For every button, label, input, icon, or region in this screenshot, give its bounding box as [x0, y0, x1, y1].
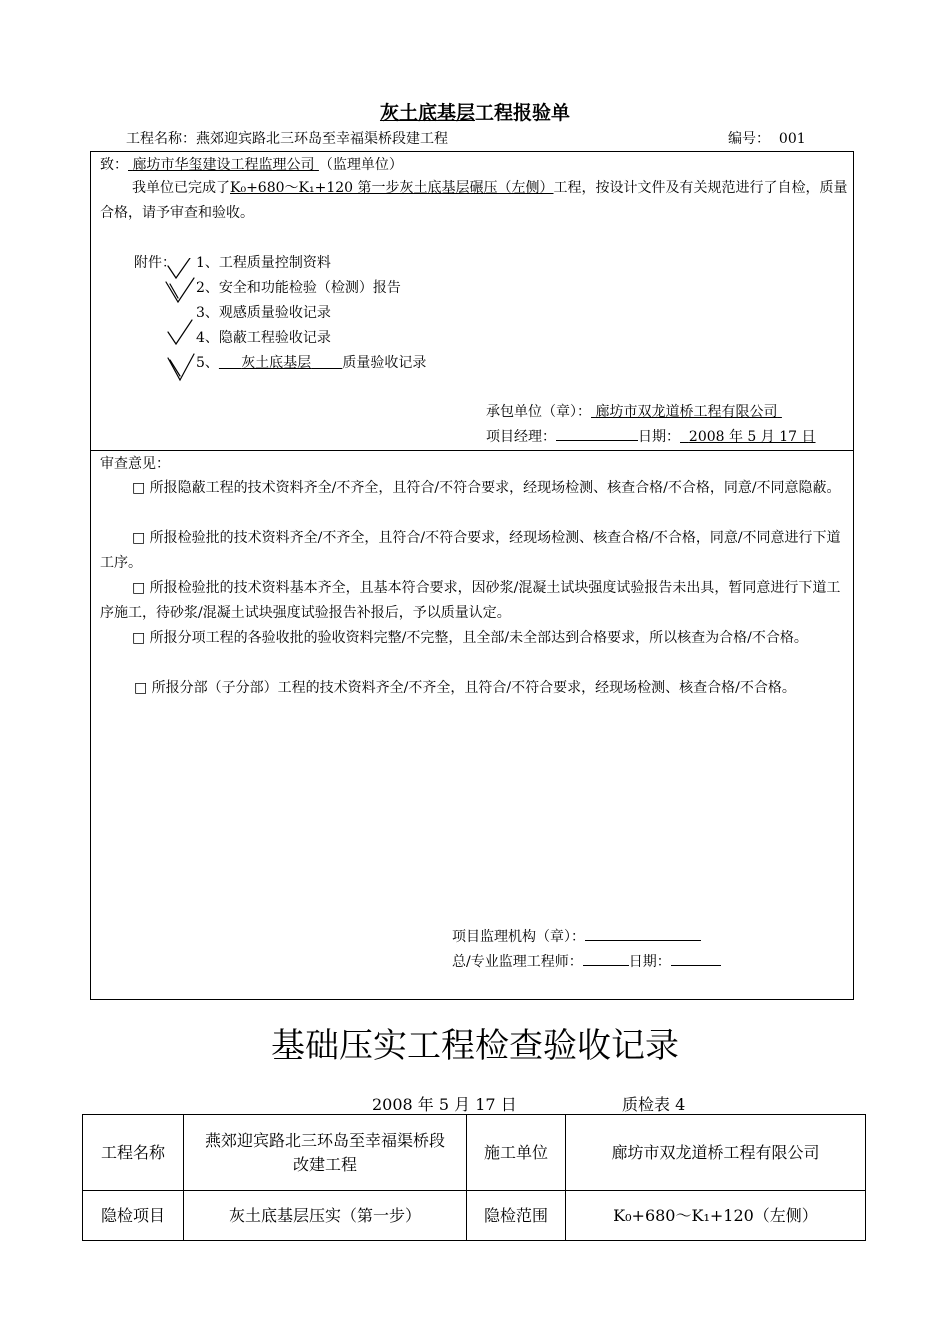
attachment-item: 4、隐蔽工程验收记录 [196, 330, 331, 346]
record-title: 基础压实工程检查验收记录 [271, 1026, 679, 1066]
record-date: 2008 年 5 月 17 日 [372, 1095, 517, 1114]
attachment-item-5: 5、 灰土底基层 质量验收记录 [196, 355, 427, 371]
supervisor-suffix: （监理单位） [318, 157, 403, 173]
inspection-range-cell: K₀+680～K₁+120（左侧） [566, 1191, 866, 1241]
supervision-org-line [452, 926, 701, 946]
review-option: □ 所报检验批的技术资料基本齐全，且基本符合要求，因砂浆/混凝土试块强度试验报告未出具，暂同意进行下道工序施工，待砂浆/混凝土试块强度试验报告补报后，予以质量认定。 [100, 580, 841, 621]
engineer-signature-blank [583, 951, 629, 966]
table-row [83, 1191, 866, 1241]
supervisor-company: 廊坊市华玺建设工程监理公司 [132, 157, 315, 173]
contractor-label: 承包单位（章）： [486, 404, 591, 420]
supervision-org-label: 项目监理机构（章）： [452, 929, 585, 945]
addressee-line [100, 154, 403, 174]
table-row [83, 1115, 866, 1191]
date-value: 2008 年 5 月 17 日 [688, 429, 816, 445]
work-scope: K₀+680～K₁+120 第一步灰土底基层碾压（左侧） [230, 180, 554, 196]
project-name-line [126, 128, 448, 148]
review-option: □ 所报分部（子分部）工程的技术资料齐全/不齐全，且符合/不符合要求，经现场检测、核查合格/不合格。 [134, 680, 796, 696]
attachment-item: 3、观感质量验收记录 [196, 305, 331, 321]
supervision-org-blank [585, 926, 701, 941]
engineer-date-blank [671, 951, 721, 966]
contractor-line [486, 401, 782, 421]
attachment-item: 1、工程质量控制资料 [196, 255, 331, 271]
number-label: 编号： [728, 131, 770, 147]
attachment-item: 2、安全和功能检验（检测）报告 [196, 280, 401, 296]
row-label: 施工单位 [467, 1115, 566, 1191]
pm-signature-blank [556, 426, 638, 441]
number-line [728, 128, 806, 148]
report-title-rest: 工程报验单 [475, 102, 571, 124]
project-name: 燕郊迎宾路北三环岛至幸福渠桥段建工程 [196, 131, 448, 147]
number-value: 001 [778, 131, 806, 147]
row-label: 工程名称 [83, 1115, 184, 1191]
report-divider [90, 450, 854, 451]
attachment5-fill: 灰土底基层 [241, 355, 312, 371]
review-option: □ 所报分项工程的各验收批的验收资料完整/不完整，且全部/未全部达到合格要求，所以核查为合格/不合格。 [132, 630, 808, 646]
attachments-label: 附件： [134, 255, 176, 271]
date-label: 日期： [638, 429, 680, 445]
handwritten-check-marks [164, 258, 204, 388]
record-form-no: 质检表 4 [622, 1095, 686, 1114]
report-title-underlined: 灰土底基层 [379, 102, 475, 124]
engineer-label: 总/专业监理工程师： [452, 954, 583, 970]
project-label: 工程名称： [126, 131, 196, 147]
review-option: □ 所报隐蔽工程的技术资料齐全/不齐全，且符合/不符合要求，经现场检测、核查合格/不合格，同意/不同意隐蔽。 [132, 480, 841, 496]
pm-line [486, 426, 816, 446]
contractor-cell: 廊坊市双龙道桥工程有限公司 [566, 1115, 866, 1191]
record-table [82, 1114, 866, 1241]
engineer-date-label: 日期： [628, 954, 671, 970]
report-body: 我单位已完成了K₀+680～K₁+120 第一步灰土底基层碾压（左侧）工程，按设计文件及有关规范进行了自检，质量合格，请予审查和验收。 [100, 180, 848, 221]
review-option: □ 所报检验批的技术资料齐全/不齐全，且符合/不符合要求，经现场检测、核查合格/不合格，同意/不同意进行下道工序。 [100, 530, 841, 571]
pm-label: 项目经理： [486, 429, 556, 445]
to-label: 致： [100, 157, 128, 173]
contractor-name: 廊坊市双龙道桥工程有限公司 [595, 404, 778, 420]
report-title [0, 98, 950, 125]
inspection-item-cell: 灰土底基层压实（第一步） [184, 1191, 467, 1241]
engineer-line [452, 951, 721, 971]
row-label: 隐检项目 [83, 1191, 184, 1241]
project-name-cell: 燕郊迎宾路北三环岛至幸福渠桥段改建工程 [184, 1115, 467, 1191]
review-label: 审查意见： [100, 456, 170, 472]
row-label: 隐检范围 [467, 1191, 566, 1241]
